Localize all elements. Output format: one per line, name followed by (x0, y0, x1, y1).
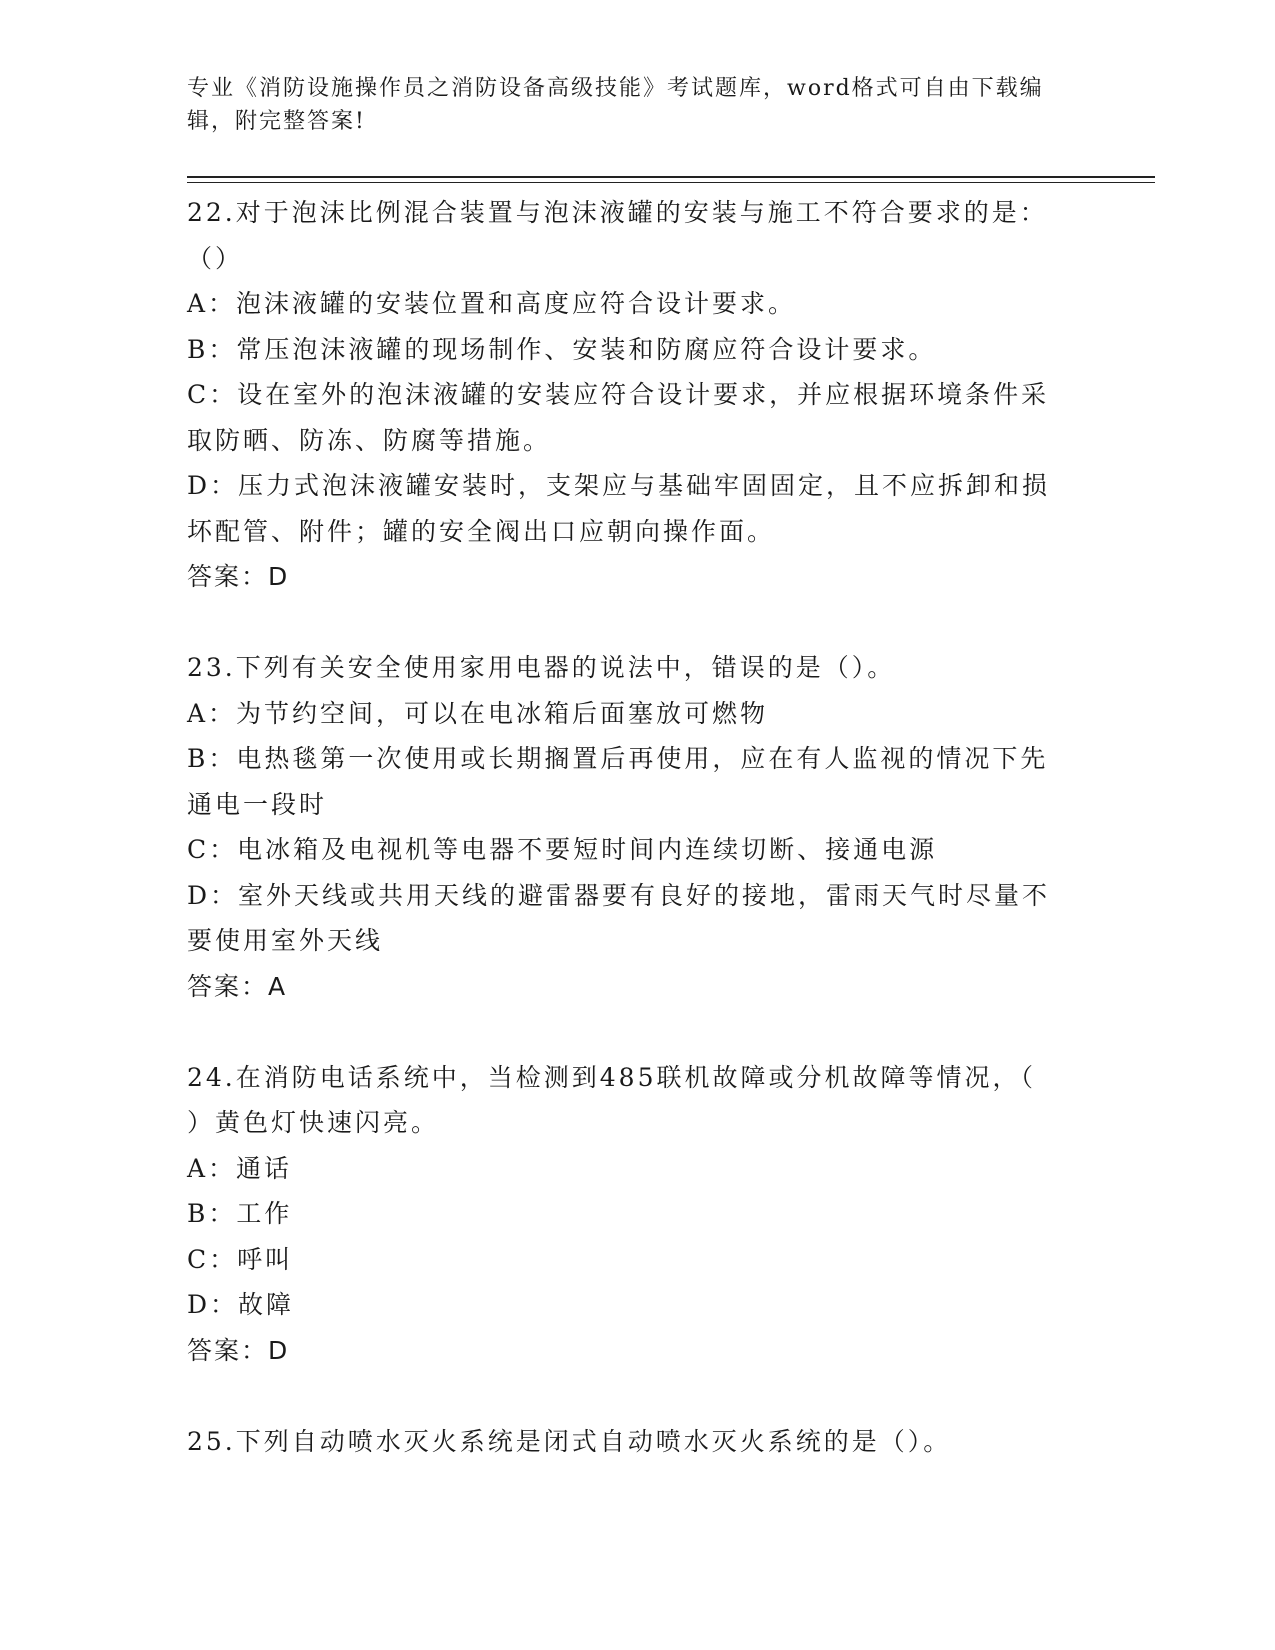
header-divider-thin (187, 182, 1155, 183)
question-22 (187, 190, 1067, 600)
document-header (187, 72, 1067, 138)
question-24 (187, 1055, 1067, 1374)
question-22-option-b: B：常压泡沫液罐的现场制作、安装和防腐应符合设计要求。 (187, 334, 937, 364)
question-24-stem-cont: ）黄色灯快速闪亮。 (187, 1108, 440, 1137)
question-23-option-b-cont: 通电一段时 (187, 789, 328, 819)
spacer (187, 1373, 1067, 1419)
spacer (187, 600, 1067, 646)
question-23-option-c: C：电冰箱及电视机等电器不要短时间内连续切断、接通电源 (187, 835, 938, 864)
question-22-option-d: D：压力式泡沫液罐安装时，支架应与基础牢固固定，且不应拆卸和损 (187, 471, 1051, 500)
question-22-answer: 答案：D (187, 562, 290, 591)
question-24-stem: 24.在消防电话系统中，当检测到485联机故障或分机故障等情况，（ (187, 1062, 1036, 1092)
question-23-answer: 答案：A (187, 971, 288, 1001)
question-22-stem: 22.对于泡沫比例混合装置与泡沫液罐的安装与施工不符合要求的是： (187, 198, 1048, 227)
question-23-option-a: A：为节约空间，可以在电冰箱后面塞放可燃物 (187, 698, 769, 728)
question-23-option-d-cont: 要使用室外天线 (187, 926, 384, 955)
question-24-option-c: C：呼叫 (187, 1244, 294, 1274)
question-22-option-c-cont: 取防晒、防冻、防腐等措施。 (187, 425, 552, 455)
question-22-option-d-cont: 坏配管、附件；罐的安全阀出口应朝向操作面。 (187, 516, 776, 546)
question-22-option-a: A：泡沫液罐的安装位置和高度应符合设计要求。 (187, 289, 797, 318)
question-23-option-b: B：电热毯第一次使用或长期搁置后再使用，应在有人监视的情况下先 (187, 744, 1049, 773)
question-22-stem-cont: （） (187, 243, 244, 273)
header-divider-thick (187, 176, 1155, 178)
question-24-option-a: A：通话 (187, 1153, 293, 1183)
question-list (187, 190, 1067, 1464)
question-24-option-d: D：故障 (187, 1290, 295, 1319)
question-23-option-d: D：室外天线或共用天线的避雷器要有良好的接地，雷雨天气时尽量不 (187, 880, 1051, 910)
header-line-1: 专业《消防设施操作员之消防设备高级技能》考试题库，word格式可自由下载编 (187, 76, 1044, 101)
question-25 (187, 1419, 1067, 1465)
question-24-answer: 答案：D (187, 1335, 290, 1365)
question-25-stem: 25.下列自动喷水灭火系统是闭式自动喷水灭火系统的是（）。 (187, 1426, 952, 1456)
spacer (187, 1009, 1067, 1055)
header-line-2: 辑，附完整答案! (187, 109, 366, 134)
question-24-option-b: B：工作 (187, 1199, 293, 1228)
question-23-stem: 23.下列有关安全使用家用电器的说法中，错误的是（）。 (187, 653, 896, 682)
question-23 (187, 645, 1067, 1009)
question-22-option-c: C：设在室外的泡沫液罐的安装应符合设计要求，并应根据环境条件采 (187, 380, 1050, 409)
